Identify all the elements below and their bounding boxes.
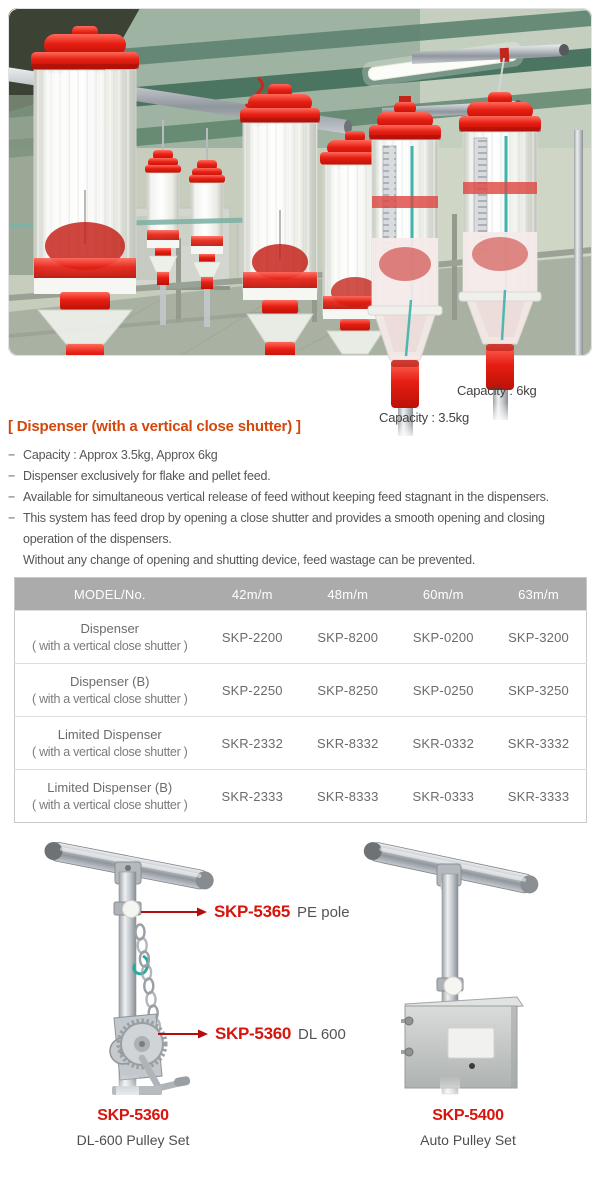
caption-dl600-pulley-set — [33, 1107, 233, 1148]
dispenser-photo — [0, 0, 600, 440]
bullet-dash: − — [8, 511, 16, 525]
dispenser-3-5kg — [368, 96, 442, 440]
model-cell: SKR-8333 — [300, 770, 396, 823]
annotation-code: SKP-5360 — [215, 1024, 292, 1043]
roller — [444, 977, 462, 995]
row-name-cell — [15, 717, 205, 770]
description-text: Dispenser exclusively for flake and pellet feed. — [23, 469, 271, 483]
caption-auto-pulley-set — [368, 1107, 568, 1148]
description-list — [8, 445, 600, 571]
spec-table — [14, 577, 587, 823]
row-name: Limited Dispenser (B) — [47, 780, 173, 795]
description-line — [8, 550, 600, 571]
section-heading: [ Dispenser (with a vertical close shutter) ] — [8, 418, 301, 435]
model-cell: SKP-3250 — [491, 664, 587, 717]
model-cell: SKR-0333 — [396, 770, 492, 823]
description-line — [8, 445, 600, 466]
caption-code: SKP-5400 — [432, 1107, 504, 1124]
row-name-cell — [15, 770, 205, 823]
model-cell: SKP-0250 — [396, 664, 492, 717]
description-line — [8, 508, 600, 529]
row-name: Dispenser — [80, 621, 140, 636]
annotation-dl600 — [158, 1023, 346, 1045]
model-cell: SKP-2250 — [205, 664, 301, 717]
model-cell: SKP-3200 — [491, 611, 587, 664]
model-cell: SKP-8200 — [300, 611, 396, 664]
description-line — [8, 529, 600, 550]
description-text: Capacity : Approx 3.5kg, Approx 6kg — [23, 448, 218, 462]
col-header-48: 48m/m — [300, 578, 396, 611]
col-header-60: 60m/m — [396, 578, 492, 611]
model-cell: SKP-0200 — [396, 611, 492, 664]
description-text: Without any change of opening and shutting device, feed wastage can be prevented. — [23, 553, 476, 567]
table-row — [15, 664, 587, 717]
row-sub: ( with a vertical close shutter ) — [32, 692, 188, 706]
bullet-dash: − — [8, 448, 16, 462]
col-header-model: MODEL/No. — [15, 578, 205, 611]
model-cell: SKR-0332 — [396, 717, 492, 770]
description-text: operation of the dispensers. — [23, 532, 172, 546]
capacity-label-6kg: Capacity : 6kg — [457, 383, 537, 398]
row-name: Limited Dispenser — [57, 727, 162, 742]
row-sub: ( with a vertical close shutter ) — [32, 639, 188, 653]
table-row — [15, 611, 587, 664]
model-cell: SKR-3333 — [491, 770, 587, 823]
description-line — [8, 466, 600, 487]
col-header-63: 63m/m — [491, 578, 587, 611]
pe-pole-roller — [123, 901, 140, 918]
annotation-label: PE pole — [297, 903, 350, 921]
row-sub: ( with a vertical close shutter ) — [32, 745, 188, 759]
dispenser-graphic-left — [31, 26, 139, 364]
col-header-42: 42m/m — [205, 578, 301, 611]
bullet-dash: − — [8, 469, 16, 483]
description-text: This system has feed drop by opening a close shutter and provides a smooth opening and closing — [23, 511, 545, 525]
caption-code: SKP-5360 — [97, 1107, 169, 1124]
model-cell: SKP-8250 — [300, 664, 396, 717]
row-sub: ( with a vertical close shutter ) — [32, 798, 188, 812]
table-row — [15, 717, 587, 770]
row-name-cell — [15, 611, 205, 664]
dispenser-6kg — [459, 92, 541, 424]
model-cell: SKP-2200 — [205, 611, 301, 664]
auto-pulley-box — [401, 997, 523, 1088]
caption-name: DL-600 Pulley Set — [76, 1132, 190, 1148]
annotation-pe-pole — [141, 901, 350, 923]
dl600-pulley-image — [10, 836, 240, 1106]
auto-pulley-image — [345, 836, 575, 1106]
table-row — [15, 770, 587, 823]
model-cell: SKR-3332 — [491, 717, 587, 770]
table-header-row — [15, 578, 587, 611]
arrow-icon — [158, 1028, 208, 1040]
caption-name: Auto Pulley Set — [420, 1132, 516, 1148]
bullet-dash: − — [8, 490, 16, 504]
description-text: Available for simultaneous vertical release of feed without keeping feed stagnant in the dispensers. — [23, 490, 549, 504]
description-line — [8, 487, 600, 508]
row-name: Dispenser (B) — [70, 674, 150, 689]
model-cell: SKR-2332 — [205, 717, 301, 770]
annotation-label: DL 600 — [298, 1025, 346, 1043]
arrow-icon — [141, 906, 207, 918]
model-cell: SKR-2333 — [205, 770, 301, 823]
row-name-cell — [15, 664, 205, 717]
model-cell: SKR-8332 — [300, 717, 396, 770]
annotation-code: SKP-5365 — [214, 902, 291, 921]
capacity-label-3-5kg: Capacity : 3.5kg — [379, 410, 470, 425]
dispenser-graphic-middle — [240, 84, 320, 358]
